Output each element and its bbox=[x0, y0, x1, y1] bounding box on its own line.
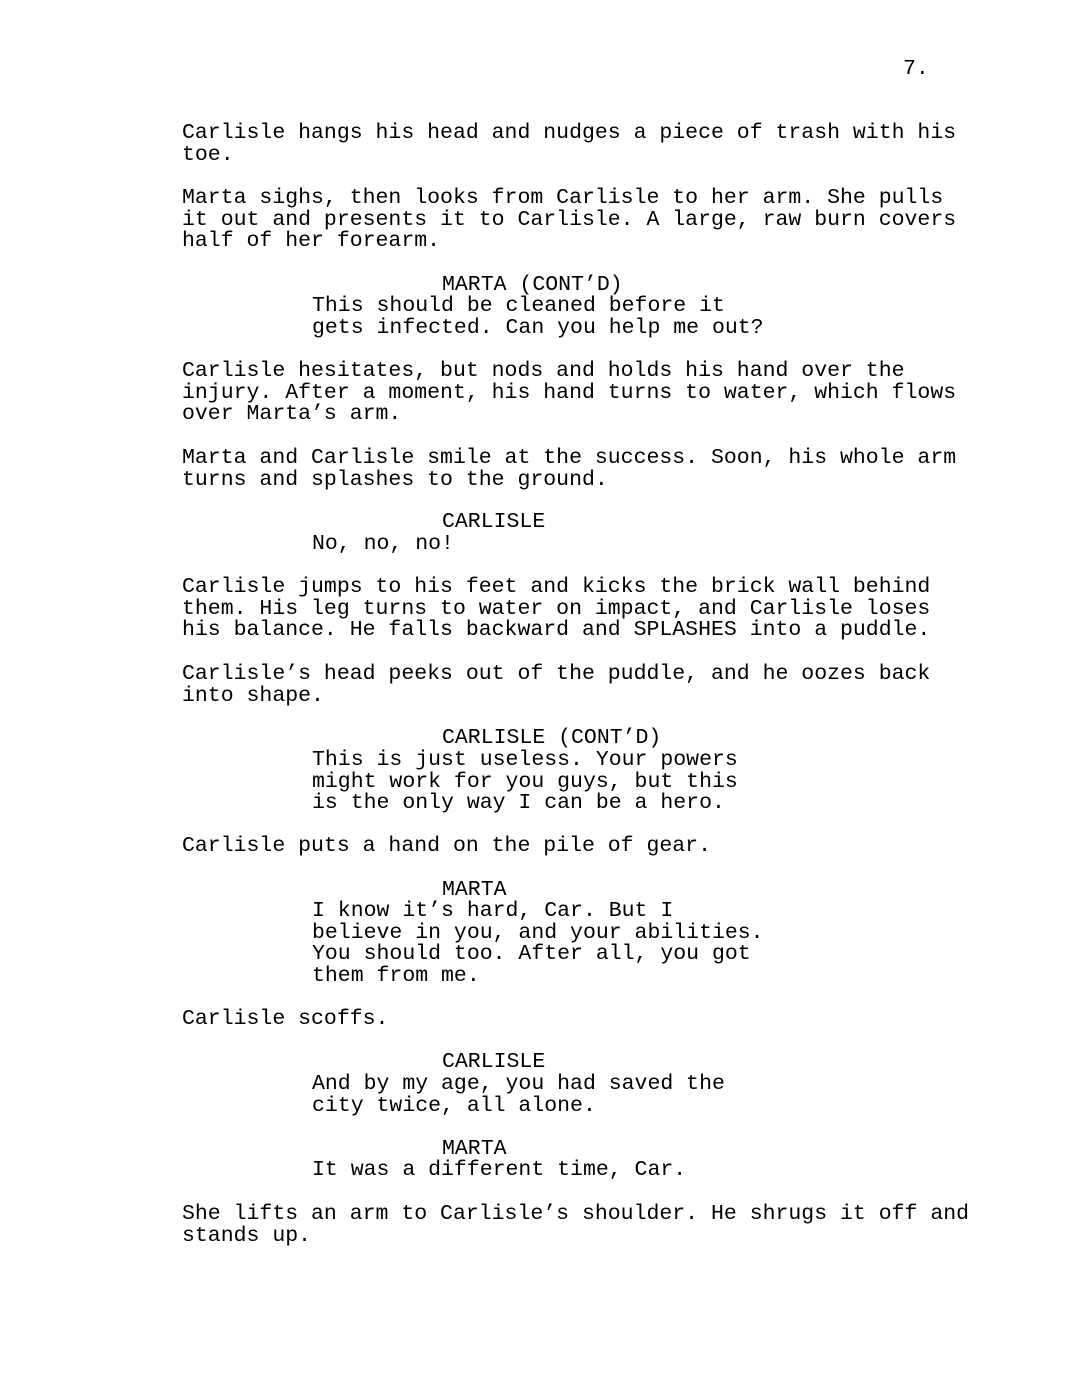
dialogue-line: This should be cleaned before it gets infected. Can you help me out? bbox=[312, 294, 764, 340]
action-line: Carlisle puts a hand on the pile of gear. bbox=[182, 834, 711, 858]
character-cue: CARLISLE bbox=[442, 510, 546, 534]
action-line: Marta sighs, then looks from Carlisle to her arm. She pulls it out and presents it to Carlisle. A large, raw burn covers half of her forearm. bbox=[182, 186, 957, 253]
character-cue: MARTA bbox=[442, 1137, 507, 1161]
character-cue: CARLISLE bbox=[442, 1050, 546, 1074]
dialogue-line: This is just useless. Your powers might work for you guys, but this is the only way I can be a hero. bbox=[312, 748, 738, 815]
dialogue-line: I know it’s hard, Car. But I believe in you, and your abilities. You should too. After all, you got them from me. bbox=[312, 899, 764, 988]
action-line: Carlisle’s head peeks out of the puddle, and he oozes back into shape. bbox=[182, 662, 931, 708]
action-line: Carlisle jumps to his feet and kicks the brick wall behind them. His leg turns to water on impact, and Carlisle loses his balance. He falls backward and SPLASHES into a puddle. bbox=[182, 575, 931, 642]
action-line: Carlisle scoffs. bbox=[182, 1007, 389, 1031]
action-line: She lifts an arm to Carlisle’s shoulder. He shrugs it off and stands up. bbox=[182, 1202, 970, 1248]
dialogue-line: And by my age, you had saved the city twice, all alone. bbox=[312, 1072, 725, 1118]
dialogue-line: No, no, no! bbox=[312, 532, 454, 556]
character-cue: MARTA bbox=[442, 878, 507, 902]
character-cue: MARTA (CONT’D) bbox=[442, 273, 623, 297]
action-line: Carlisle hesitates, but nods and holds his hand over the injury. After a moment, his hand turns to water, which flows over Marta’s arm. bbox=[182, 359, 957, 426]
page-number: 7. bbox=[903, 57, 929, 81]
character-cue: CARLISLE (CONT’D) bbox=[442, 726, 662, 750]
action-line: Marta and Carlisle smile at the success. Soon, his whole arm turns and splashes to the ground. bbox=[182, 446, 957, 492]
action-line: Carlisle hangs his head and nudges a piece of trash with his toe. bbox=[182, 121, 957, 167]
dialogue-line: It was a different time, Car. bbox=[312, 1158, 687, 1182]
